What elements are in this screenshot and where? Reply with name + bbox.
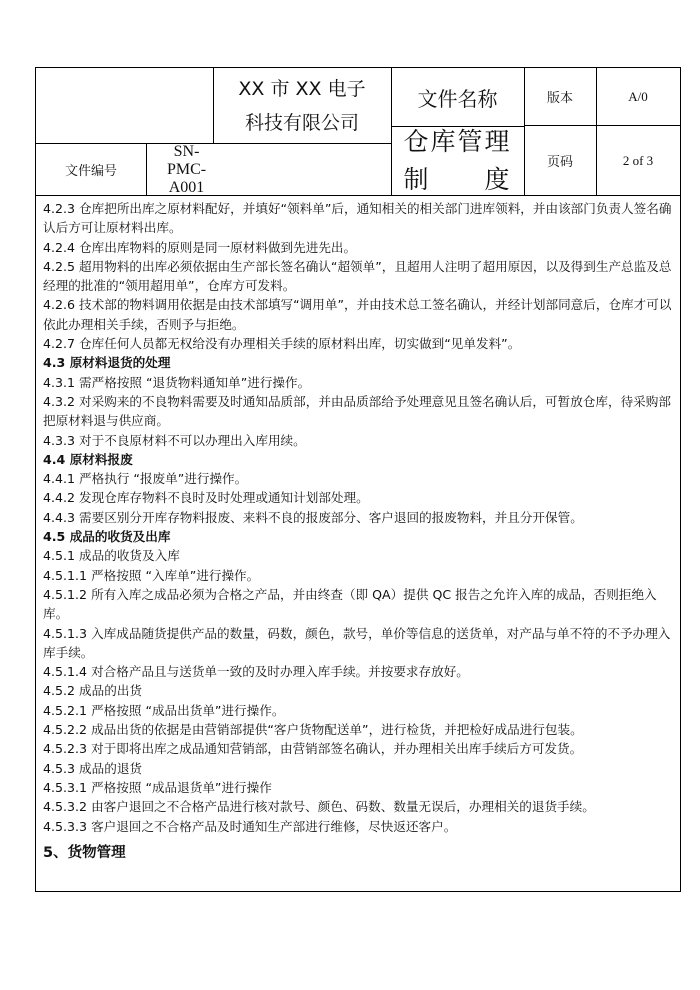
paragraph: 4.3.1 需严格按照 “退货物料通知单”进行操作。: [43, 374, 311, 390]
title-line-2: 制 度: [403, 165, 512, 194]
paragraph: 4.2.3 仓库把所出库之原材料配好，并填好“领料单”后，通知相关的相关部门进库领料，并由该部门负责人签名确认后方可让原材料出库。: [43, 201, 672, 236]
section-heading: 4.3 原材料退货的处理: [43, 355, 171, 371]
paragraph: 4.4.1 严格执行 “报废单”进行操作。: [43, 471, 248, 487]
doc-name-label: 文件名称: [417, 86, 498, 111]
paragraph: 4.5.1.4 对合格产品且与送货单一致的及时办理入库手续。并按要求存放好。: [43, 664, 469, 680]
paragraph: 4.5.3.1 严格按照 “成品退货单”进行操作: [43, 779, 272, 795]
document-header-table: [36, 68, 680, 196]
paragraph: 4.5.2.2 成品出货的依据是由营销部提供“客户货物配送单”，进行检货，并把检好成品进行包装。: [43, 722, 583, 738]
doc-no-value: SN-PMC-A001: [166, 142, 207, 196]
doc-no-label: 文件编号: [64, 163, 117, 178]
paragraph: 4.5.1.3 入库成品随货提供产品的数量，码数，颜色，款号，单价等信息的送货单，对产品与单不符的不予办理入库手续。: [43, 625, 671, 660]
paragraph: 4.2.7 仓库任何人员都无权给没有办理相关手续的原材料出库，切实做到“见单发料”。: [43, 336, 521, 352]
document-frame: [35, 67, 681, 892]
paragraph: 4.4.3 需要区别分开库存物料报废、来料不良的报废部分、客户退回的报废物料，并且分开保管。: [43, 509, 583, 525]
paragraph: 4.2.5 超用物料的出库必须依据由生产部长签名确认“超领单”，且超用人注明了超用原因，以及得到生产总监及总经理的批准的“领用超用单”，仓库方可发料。: [43, 258, 672, 294]
section-heading: 4.4 原材料报废: [43, 451, 133, 467]
version-label: 版本: [546, 90, 573, 105]
document-body: [43, 199, 679, 863]
paragraph: 4.2.4 仓库出库物料的原则是同一原材料做到先进先出。: [43, 239, 357, 255]
section-heading: 4.5 成品的收货及出库: [43, 529, 171, 545]
paragraph: 4.3.2 对采购来的不良物料需要及时通知品质部，并由品质部给予处理意见且签名确认后，可暂放仓库，待采购部把原材料退与供应商。: [43, 393, 671, 429]
paragraph: 4.5.1.1 严格按照 “入库单”进行操作。: [43, 567, 260, 583]
paragraph: 4.5.2.1 严格按照 “成品出货单”进行操作。: [43, 702, 285, 718]
paragraph: 4.4.2 发现仓库存物料不良时及时处理或通知计划部处理。: [43, 490, 369, 506]
paragraph: 4.5.2 成品的出货: [43, 683, 143, 699]
company-name: XX 市 XX 电子科技有限公司: [238, 77, 366, 134]
paragraph: 4.5.1.2 所有入库之成品必须为合格之产品，并由终查（即 QA）提供 QC 报告之允许入库的成品，否则拒绝入库。: [43, 586, 657, 622]
section-heading: 5、货物管理: [43, 844, 126, 861]
paragraph: 4.5.3.3 客户退回之不合格产品及时通知生产部进行维修，尽快返还客户。: [43, 818, 457, 834]
paragraph: 4.5.3 成品的退货: [43, 760, 143, 776]
paragraph: 4.5.1 成品的收货及入库: [43, 548, 180, 564]
paragraph: 4.5.2.3 对于即将出库之成品通知营销部，由营销部签名确认，并办理相关出库手续后方可发货。: [43, 741, 583, 757]
title-line-1: 仓库管理: [403, 127, 512, 156]
document-title: [391, 126, 524, 196]
paragraph: 4.5.3.2 由客户退回之不合格产品进行核对款号、颜色、码数、数量无误后，办理相关的退货手续。: [43, 799, 595, 815]
paragraph: 4.3.3 对于不良原材料不可以办理出入库用续。: [43, 432, 306, 448]
page-label: 页码: [546, 154, 573, 169]
version-value: A/0: [628, 88, 648, 104]
page-value: 2 of 3: [622, 152, 654, 168]
paragraph: 4.2.6 技术部的物料调用依据是由技术部填写“调用单”，并由技术总工签名确认，并经计划部同意后，仓库才可以依此办理相关手续，否则予与拒绝。: [43, 297, 672, 332]
